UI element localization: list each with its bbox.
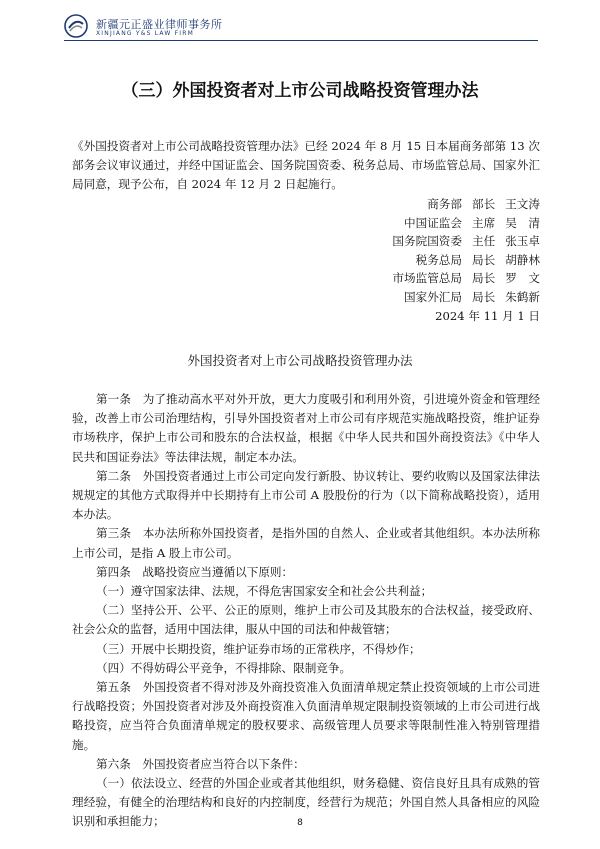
section-title: （三）外国投资者对上市公司战略投资管理办法 bbox=[121, 81, 479, 101]
signatory-name: 胡静林 bbox=[505, 252, 540, 267]
signatory-name: 张玉卓 bbox=[505, 234, 540, 249]
article-paragraph: 第六条 外国投资者应当符合以下条件： bbox=[96, 756, 305, 771]
article-paragraph: （二）坚持公开、公平、公正的原则，维护上市公司及其股东的合法权益，接受政府、社会公众的监督，适用中国法律，服从中国的司法和仲裁管辖； bbox=[72, 603, 540, 637]
signatory-org: 市场监管总局 bbox=[392, 271, 462, 286]
article-paragraph: （一）遵守国家法律、法规，不得危害国家安全和社会公共利益； bbox=[96, 584, 433, 599]
signatory-row bbox=[320, 251, 540, 270]
article-paragraph: 第二条 外国投资者通过上市公司定向发行新股、协议转让、要约收购以及国家法律法规规定的其他方式取得并中长期持有上市公司 A 股股份的行为（以下简称战略投资），适用本办法。 bbox=[72, 468, 540, 522]
signatory-title: 局长 bbox=[472, 271, 496, 286]
article-paragraph: （三）开展中长期投资，维护证券市场的正常秩序，不得炒作； bbox=[96, 641, 421, 656]
signatory-org: 国务院国资委 bbox=[392, 234, 462, 249]
article-paragraph: 第四条 战略投资应当遵循以下原则： bbox=[96, 564, 294, 579]
signatory-org: 中国证监会 bbox=[404, 215, 462, 230]
signatory-org: 国家外汇局 bbox=[404, 289, 462, 304]
signatory-row bbox=[320, 232, 540, 251]
signatory-title: 主席 bbox=[472, 215, 496, 230]
signatory-row bbox=[320, 214, 540, 233]
article-paragraph: 第五条 外国投资者不得对涉及外商投资准入负面清单规定禁止投资领域的上市公司进行战略投资；外国投资者对涉及外商投资准入负面清单规定限制投资领域的上市公司进行战略投资，应当符合负面清单规定的股权要求、高级管理人员要求等限制性准入特别管理措施。 bbox=[72, 680, 540, 752]
article-paragraph: （四）不得妨碍公平竞争，不得排除、限制竞争。 bbox=[96, 660, 352, 675]
signatory-name: 吴 清 bbox=[505, 215, 540, 230]
signatory-title: 局长 bbox=[472, 252, 496, 267]
document-subtitle: 外国投资者对上市公司战略投资管理办法 bbox=[187, 353, 413, 368]
signatory-org: 商务部 bbox=[427, 197, 462, 211]
signatory-name: 朱鹤新 bbox=[505, 289, 540, 304]
regulation-body bbox=[72, 390, 540, 832]
sign-date: 2024 年 11 月 1 日 bbox=[435, 308, 540, 323]
signatory-title: 局长 bbox=[472, 289, 496, 304]
signatory-row bbox=[320, 269, 540, 288]
signature-block bbox=[320, 195, 540, 325]
signatory-row bbox=[320, 195, 540, 214]
firm-name-en: XINJIANG Y&S LAW FIRM bbox=[96, 30, 194, 37]
article-paragraph: （一）依法设立、经营的外国企业或者其他组织，财务稳健、资信良好且具有成熟的管理经验，有健全的治理结构和良好的内控制度，经营行为规范；外国自然人具备相应的风险识别和承担能力； bbox=[72, 776, 540, 829]
article-paragraph: 第三条 本办法所称外国投资者，是指外国的自然人、企业或者其他组织。本办法所称上市公司，是指 A 股上市公司。 bbox=[72, 526, 540, 560]
signatory-org: 税务总局 bbox=[415, 252, 462, 267]
header-divider bbox=[64, 40, 538, 41]
promulgation-notice bbox=[72, 137, 540, 194]
notice-text: 《外国投资者对上市公司战略投资管理办法》已经 2024 年 8 月 15 日本届商务部第 13 次部务会议审议通过，并经中国证监会、国务院国资委、税务总局、市场监管总局、国家外汇局同意，现予公布，自 2024 年 12 月 2 日起施行。 bbox=[72, 139, 540, 191]
signatory-row bbox=[320, 288, 540, 307]
firm-name-cn: 新疆元正盛业律师事务所 bbox=[96, 18, 223, 31]
signatory-title: 主任 bbox=[472, 234, 496, 249]
page-number: 8 bbox=[297, 818, 303, 828]
signatory-name: 罗 文 bbox=[505, 271, 540, 286]
signatory-title: 部长 bbox=[472, 197, 496, 211]
firm-logo-icon bbox=[64, 14, 88, 38]
signatory-name: 王文涛 bbox=[505, 197, 540, 211]
article-paragraph: 第一条 为了推动高水平对外开放，更大力度吸引和利用外资，引进境外资金和管理经验，改善上市公司治理结构，引导外国投资者对上市公司有序规范实施战略投资，维护证券市场秩序，保护上市公司和股东的合法权益，根据《中华人民共和国外商投资法》《中华人民共和国证券法》等法律法规，制定本办法。 bbox=[72, 392, 540, 464]
